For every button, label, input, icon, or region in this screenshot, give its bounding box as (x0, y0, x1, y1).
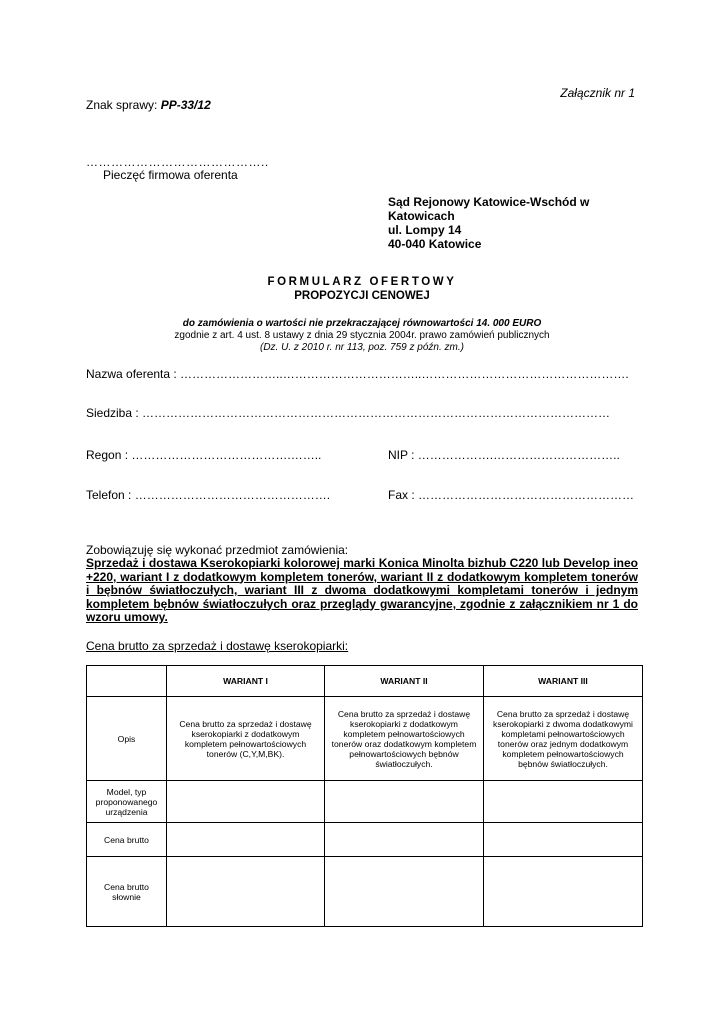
price-words-cell-variant-1[interactable] (167, 857, 325, 927)
table-row-description (87, 697, 643, 781)
case-reference (86, 98, 211, 112)
table-row-model (87, 781, 643, 823)
row-label-model: Model, typ proponowanego urządzenia (87, 781, 167, 823)
stamp-label: Pieczęć firmowa oferenta (103, 168, 238, 182)
addressee-line-3: ul. Lompy 14 (388, 223, 462, 237)
legal-note-2: zgodnie z art. 4 ust. 8 ustawy z dnia 29 stycznia 2004r. prawo zamówień publicznych (174, 330, 550, 341)
case-value: PP-33/12 (160, 98, 211, 112)
header-variant-2: WARIANT II (325, 666, 484, 697)
row-label-price: Cena brutto (87, 823, 167, 857)
legal-note-1: do zamówienia o wartości nie przekraczającej równowartości 14. 000 EURO (182, 318, 542, 329)
price-cell-variant-2[interactable] (325, 823, 484, 857)
table-header-row (87, 666, 643, 697)
regon-field[interactable]: Regon : ………………………………….…….. (86, 448, 322, 462)
description-variant-2: Cena brutto za sprzedaż i dostawę kserokopiarki z dodatkowym kompletem pełnowartościowych tonerów oraz dodatkowym kompletem pełnowartościowych bębnów światłoczułych. (325, 697, 484, 781)
price-cell-variant-3[interactable] (484, 823, 643, 857)
form-title: FORMULARZ OFERTOWY (267, 276, 457, 288)
header-variant-1: WARIANT I (167, 666, 325, 697)
price-words-cell-variant-3[interactable] (484, 857, 643, 927)
addressee-line-4: 40-040 Katowice (388, 237, 482, 251)
commitment-intro: Zobowiązuję się wykonać przedmiot zamówienia: (86, 543, 349, 557)
nip-field[interactable]: NIP : ……………….………………………….. (388, 448, 620, 462)
model-cell-variant-1[interactable] (167, 781, 325, 823)
row-label-price-words: Cena brutto słownie (87, 857, 167, 927)
bidder-name-field[interactable]: Nazwa oferenta : ……………………..……………………………..……………………………………………. (86, 367, 629, 381)
addressee-block (388, 195, 618, 251)
annex-label: Załącznik nr 1 (560, 86, 635, 100)
header-variant-3: WARIANT III (484, 666, 643, 697)
price-heading: Cena brutto za sprzedaż i dostawę kserokopiarki: (86, 639, 349, 653)
form-subtitle: PROPOZYCJI CENOWEJ (294, 290, 430, 302)
addressee-line-2: Katowicach (388, 209, 455, 223)
description-variant-1: Cena brutto za sprzedaż i dostawę kserokopiarki z dodatkowym kompletem pełnowartościowych tonerów (C,Y,M,BK). (167, 697, 325, 781)
stamp-dots: …………………………………….. (86, 155, 269, 169)
description-variant-3: Cena brutto za sprzedaż i dostawę kserokopiarki z dwoma dodatkowymi kompletami pełnowartościowych tonerów oraz jednym dodatkowym kompletem pełnowartościowych bębnów światłoczułych. (484, 697, 643, 781)
row-label-description: Opis (87, 697, 167, 781)
model-cell-variant-2[interactable] (325, 781, 484, 823)
table-corner-cell (87, 666, 167, 697)
legal-note-3: (Dz. U. z 2010 r. nr 113, poz. 759 z późn. zm.) (260, 342, 464, 353)
table-row-price (87, 823, 643, 857)
fax-field[interactable]: Fax : ……………………………………………… (388, 488, 635, 502)
model-cell-variant-3[interactable] (484, 781, 643, 823)
price-words-cell-variant-2[interactable] (325, 857, 484, 927)
table-row-price-words (87, 857, 643, 927)
order-subject: Sprzedaż i dostawa Kserokopiarki kolorowej marki Konica Minolta bizhub C220 lub Develop ineo +220, wariant I z dodatkowym kompletem tonerów, wariant II z dodatkowym kompletem tonerów i bębnów światłoczułych, wariant III z dwoma dodatkowymi kompletami tonerów i jednym kompletem bębnów światłoczułych oraz przeglądy gwarancyjne, zgodnie z załącznikiem nr 1 do wzoru umowy. (86, 556, 638, 624)
price-cell-variant-1[interactable] (167, 823, 325, 857)
case-label: Znak sprawy: (86, 98, 161, 112)
addressee-line-1: Sąd Rejonowy Katowice-Wschód w (388, 195, 590, 209)
seat-field[interactable]: Siedziba : ……………………………………………………………………………………………………… (86, 406, 611, 420)
phone-field[interactable]: Telefon : …………………………………………. (86, 488, 331, 502)
price-table (86, 665, 643, 927)
